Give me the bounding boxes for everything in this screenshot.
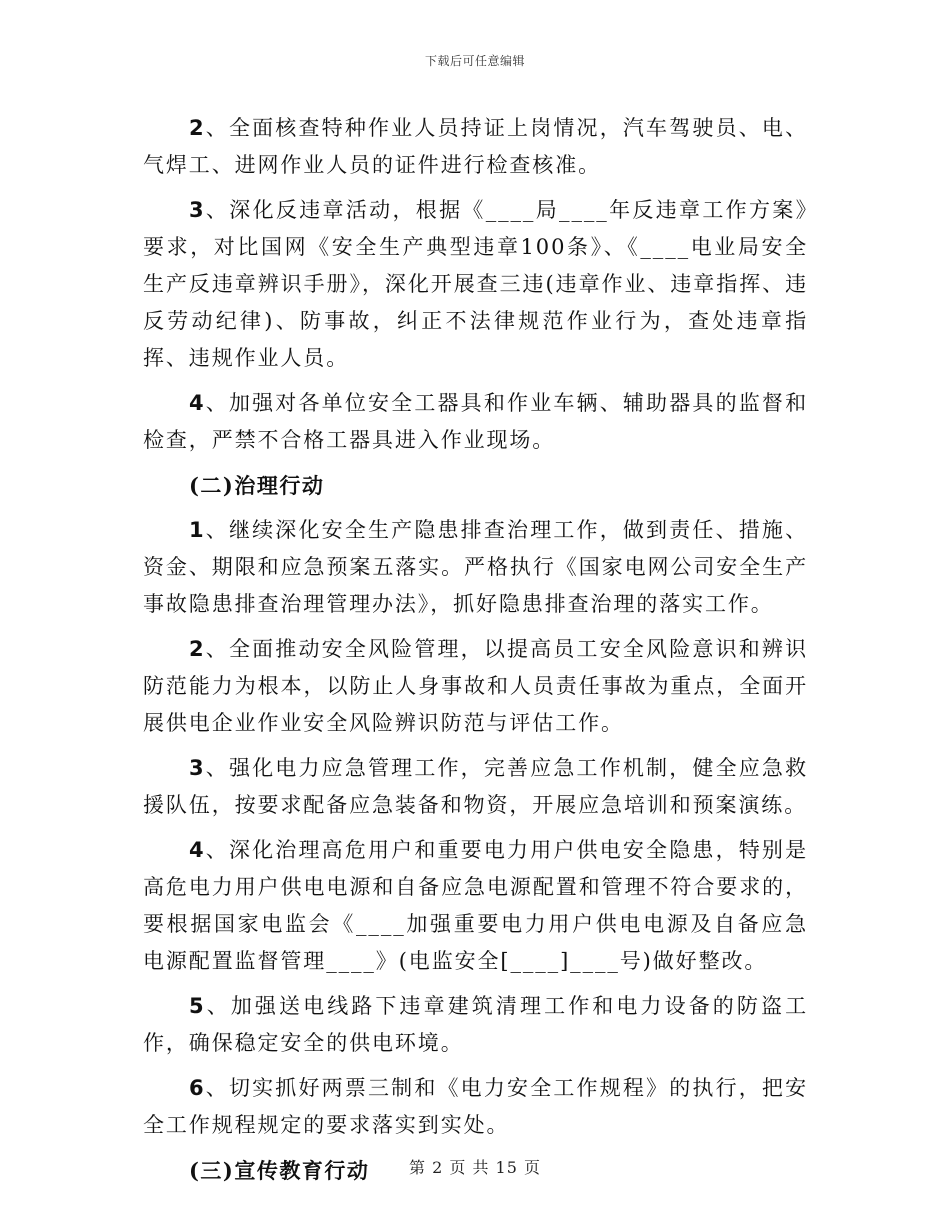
item-number: 4: [189, 391, 206, 415]
paragraph-text: 、深化治理高危用户和重要电力用户供电安全隐患，特别是高危电力用户供电电源和自备应急电源配置和管理不符合要求的，要根据国家电监会《____加强重要电力用户供电电源及自备应急电源配置监督管理____》(电监安全[____]____号)做好整改。: [143, 838, 808, 973]
paragraph-item: [143, 110, 808, 184]
item-number: 2: [189, 116, 206, 140]
paragraph-text: 、全面推动安全风险管理，以提高员工安全风险意识和辨识防范能力为根本，以防止人身事故和人员责任事故为重点，全面开展供电企业作业安全风险辨识防范与评估工作。: [143, 637, 808, 735]
paragraph-item: [143, 988, 808, 1062]
paragraph-text: 、全面核查特种作业人员持证上岗情况，汽车驾驶员、电、气焊工、进网作业人员的证件进行检查核准。: [143, 116, 808, 177]
paragraph-text: 、切实抓好两票三制和《电力安全工作规程》的执行，把安全工作规程规定的要求落实到实处。: [143, 1076, 808, 1137]
paragraph-item: [143, 512, 808, 623]
item-number: 3: [189, 198, 206, 222]
paragraph-text: 、加强送电线路下违章建筑清理工作和电力设备的防盗工作，确保稳定安全的供电环境。: [143, 994, 808, 1055]
paragraph-item: [143, 832, 808, 980]
item-number: 3: [189, 756, 206, 780]
paragraph-text: 、继续深化安全生产隐患排查治理工作，做到责任、措施、资金、期限和应急预案五落实。严格执行《国家电网公司安全生产事故隐患排查治理管理办法》，抓好隐患排查治理的落实工作。: [143, 518, 808, 616]
paragraph-item: [143, 1070, 808, 1144]
page-footer: 第 2 页 共 15 页: [409, 1158, 541, 1177]
section-heading: (三)宣传教育行动: [189, 1158, 370, 1183]
item-number: 5: [189, 994, 206, 1018]
page-header: 下载后可任意编辑: [424, 54, 525, 68]
document-body: [143, 110, 808, 1197]
item-number: 1: [189, 518, 206, 542]
item-number: 4: [189, 838, 206, 862]
paragraph-item: [143, 385, 808, 459]
item-number: 2: [189, 637, 206, 661]
section-heading: (二)治理行动: [189, 473, 325, 498]
paragraph-text: 、强化电力应急管理工作，完善应急工作机制，健全应急救援队伍，按要求配备应急装备和物资，开展应急培训和预案演练。: [143, 756, 808, 817]
paragraph-item: [143, 192, 808, 377]
paragraph-item: [143, 631, 808, 742]
paragraph-item: [143, 750, 808, 824]
item-number: 6: [189, 1076, 206, 1100]
paragraph-text: 、深化反违章活动，根据《____局____年反违章工作方案》要求，对比国网《安全生产典型违章100条》、《____电业局安全生产反违章辨识手册》，深化开展查三违(违章作业、违章指挥、违反劳动纪律)、防事故，纠正不法律规范作业行为，查处违章指挥、违规作业人员。: [143, 198, 808, 370]
paragraph-text: 、加强对各单位安全工器具和作业车辆、辅助器具的监督和检查，严禁不合格工器具进入作业现场。: [143, 391, 808, 452]
